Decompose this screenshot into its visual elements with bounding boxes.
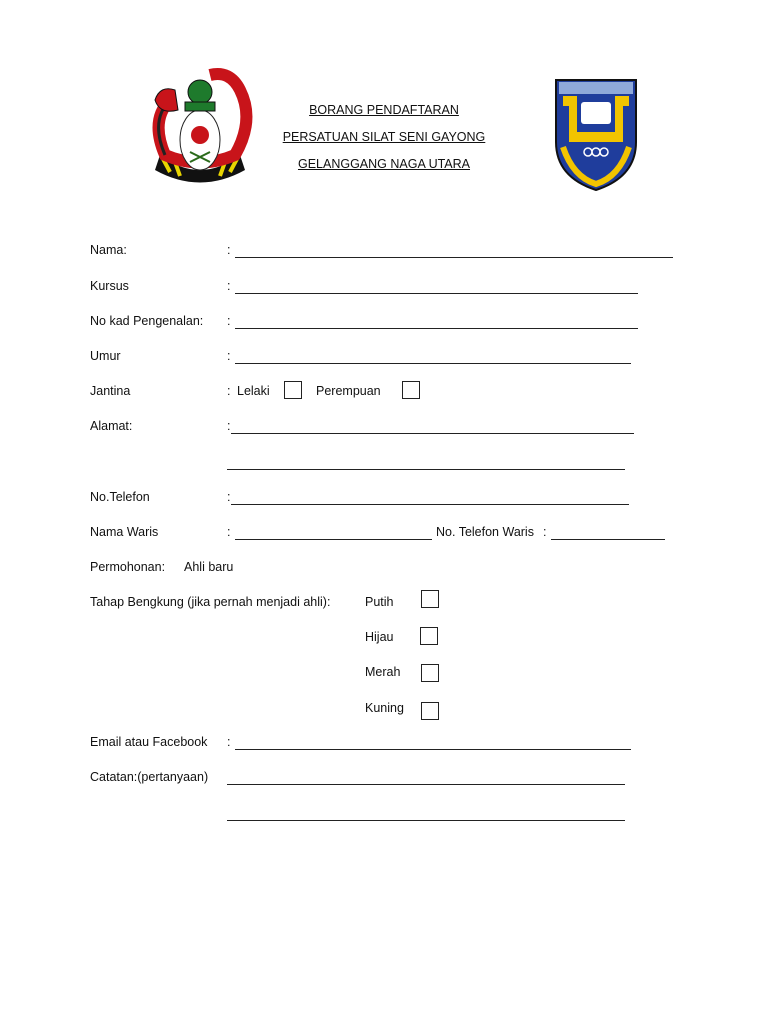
form-title: BORANG PENDAFTARAN bbox=[309, 103, 459, 117]
kursus-label: Kursus bbox=[90, 279, 129, 293]
jantina-label: Jantina bbox=[90, 384, 131, 398]
merah-checkbox[interactable] bbox=[421, 664, 439, 682]
nama-waris-label: Nama Waris bbox=[90, 525, 159, 539]
no-telefon-waris-field[interactable] bbox=[551, 539, 665, 540]
hijau-label: Hijau bbox=[365, 630, 394, 644]
no-kad-field[interactable] bbox=[235, 328, 638, 329]
catatan-field-line-2[interactable] bbox=[227, 820, 625, 821]
no-kad-label: No kad Pengenalan: bbox=[90, 314, 204, 328]
permohonan-value: Ahli baru bbox=[184, 560, 234, 574]
nama-field[interactable] bbox=[235, 257, 673, 258]
colon: : bbox=[227, 525, 231, 539]
alamat-field-line-1[interactable] bbox=[231, 433, 634, 434]
no-telefon-waris-label: No. Telefon Waris bbox=[436, 525, 534, 539]
ipoh-shield-logo bbox=[553, 72, 639, 195]
email-label: Email atau Facebook bbox=[90, 735, 208, 749]
alamat-label: Alamat: bbox=[90, 419, 133, 433]
merah-label: Merah bbox=[365, 665, 401, 679]
colon: : bbox=[227, 490, 231, 504]
email-field[interactable] bbox=[235, 749, 631, 750]
colon: : bbox=[227, 243, 231, 257]
no-telefon-label: No.Telefon bbox=[90, 490, 150, 504]
permohonan-label: Permohonan: bbox=[90, 560, 166, 574]
putih-label: Putih bbox=[365, 595, 394, 609]
nama-waris-field[interactable] bbox=[235, 539, 432, 540]
perempuan-checkbox[interactable] bbox=[402, 381, 420, 399]
umur-field[interactable] bbox=[235, 363, 631, 364]
colon: : bbox=[227, 279, 231, 293]
colon: : bbox=[227, 419, 231, 433]
organization-name: PERSATUAN SILAT SENI GAYONG bbox=[282, 130, 486, 144]
kuning-label: Kuning bbox=[365, 701, 404, 715]
colon: : bbox=[227, 735, 231, 749]
tahap-bengkung-label: Tahap Bengkung (jika pernah menjadi ahli): bbox=[90, 595, 331, 609]
putih-checkbox[interactable] bbox=[421, 590, 439, 608]
kursus-field[interactable] bbox=[235, 293, 638, 294]
hijau-checkbox[interactable] bbox=[420, 627, 438, 645]
colon: : bbox=[227, 314, 231, 328]
catatan-label: Catatan:(pertanyaan) bbox=[90, 770, 209, 784]
umur-label: Umur bbox=[90, 349, 121, 363]
lelaki-checkbox[interactable] bbox=[284, 381, 302, 399]
perempuan-label: Perempuan bbox=[316, 384, 381, 398]
nama-label: Nama: bbox=[90, 243, 127, 257]
branch-name: GELANGGANG NAGA UTARA bbox=[297, 157, 471, 171]
colon: : bbox=[227, 384, 231, 398]
no-telefon-field[interactable] bbox=[231, 504, 629, 505]
catatan-field-line-1[interactable] bbox=[227, 784, 625, 785]
colon: : bbox=[227, 349, 231, 363]
lelaki-label: Lelaki bbox=[237, 384, 270, 398]
colon: : bbox=[543, 525, 547, 539]
alamat-field-line-2[interactable] bbox=[227, 469, 625, 470]
kuning-checkbox[interactable] bbox=[421, 702, 439, 720]
